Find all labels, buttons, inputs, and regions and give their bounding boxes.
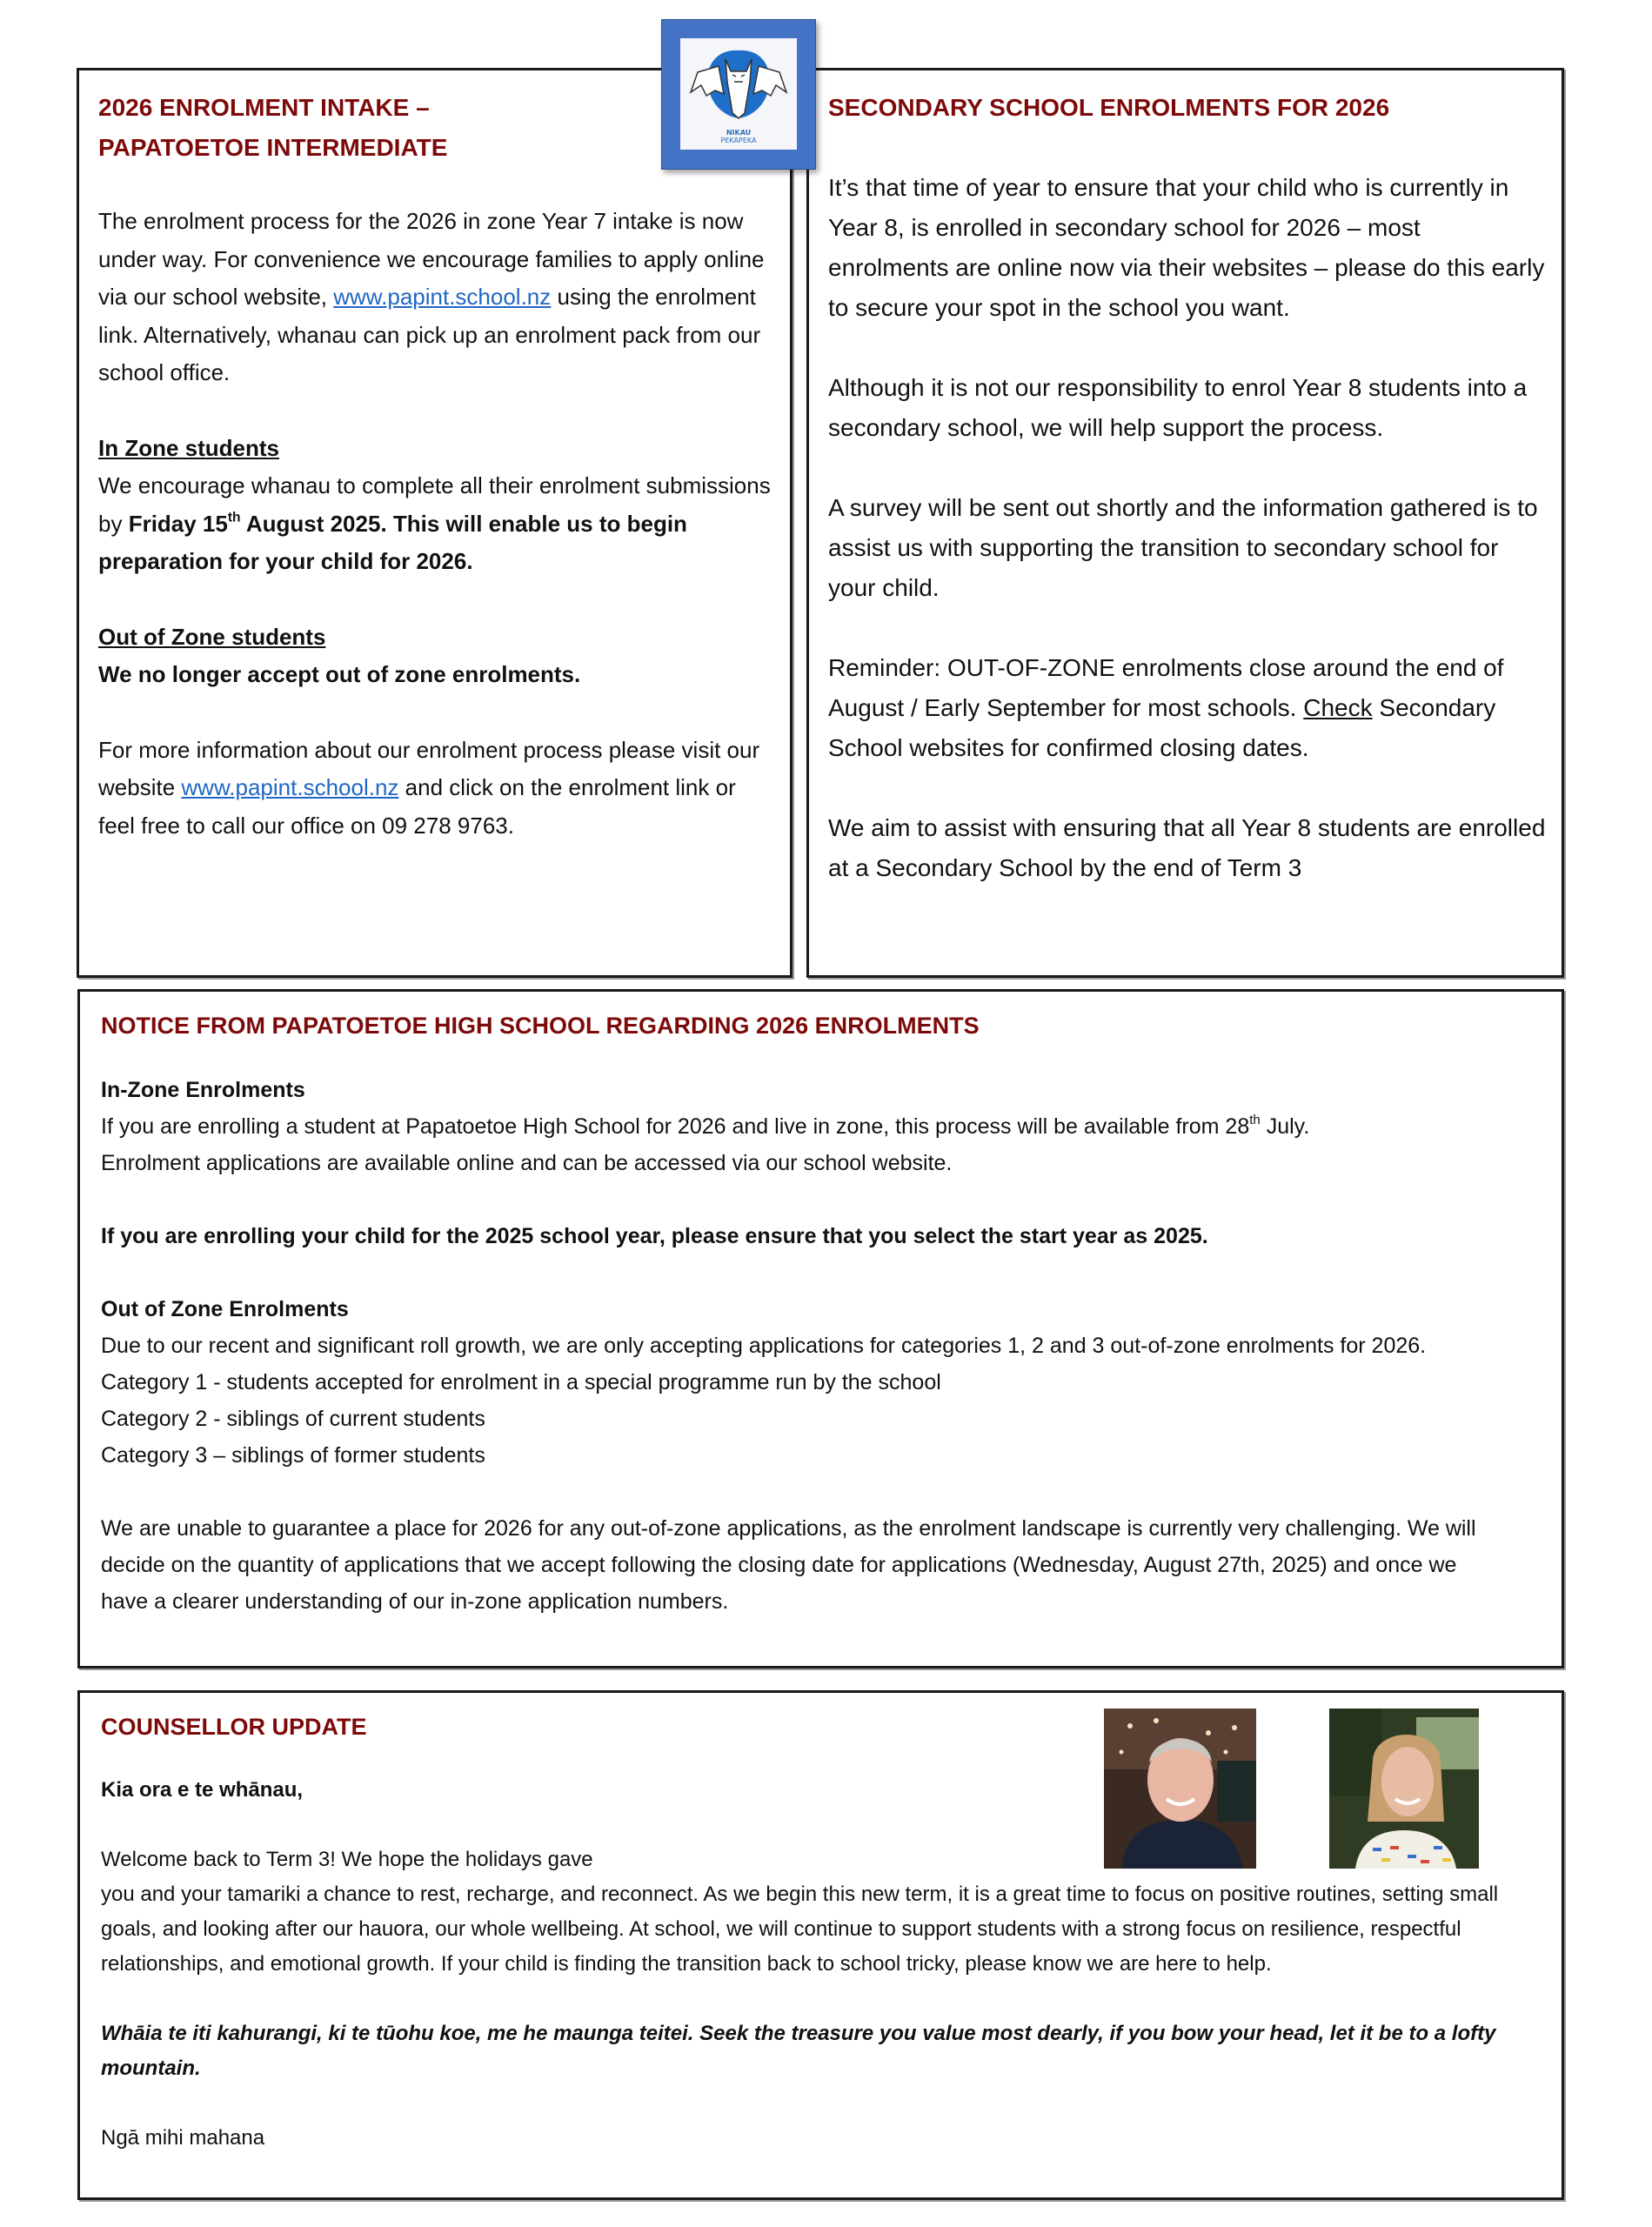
secondary-enrolments-panel bbox=[806, 68, 1564, 978]
website-link[interactable]: www.papint.school.nz bbox=[333, 284, 552, 310]
in-zone-heading: In Zone students bbox=[98, 434, 279, 461]
hs-in-zone-heading: In-Zone Enrolments bbox=[101, 1078, 305, 1102]
school-logo bbox=[661, 19, 816, 170]
website-link-2[interactable]: www.papint.school.nz bbox=[181, 774, 399, 800]
secondary-para3: A survey will be sent out shortly and the information gathered is to assist us with supporting the transition to secondary school for your child. bbox=[828, 494, 1538, 601]
hs-2025-note: If you are enrolling your child for the 2025 school year, please ensure that you select the start year as 2025. bbox=[101, 1224, 1208, 1248]
secondary-para4: Reminder: OUT-OF-ZONE enrolments close around the end of August / Early September for most schools. Check Secondary School websites for confirmed closing dates. bbox=[828, 654, 1504, 761]
logo-text bbox=[680, 129, 797, 144]
highschool-title: NOTICE FROM PAPATOETOE HIGH SCHOOL REGARDING 2026 ENROLMENTS bbox=[101, 1013, 980, 1039]
hs-category-2: Category 2 - siblings of current students bbox=[101, 1407, 485, 1431]
logo-line1: NIKAU bbox=[726, 129, 752, 137]
intake-title-line1: 2026 ENROLMENT INTAKE – bbox=[98, 94, 430, 121]
counsellor-welcome-line1: Welcome back to Term 3! We hope the holidays gave bbox=[101, 1848, 593, 1871]
hs-in-zone-line2: Enrolment applications are available online and can be accessed via our school website. bbox=[101, 1151, 953, 1175]
out-zone-heading: Out of Zone students bbox=[98, 623, 326, 650]
counsellor-signoff: Ngā mihi mahana bbox=[101, 2126, 265, 2150]
high-school-notice-panel bbox=[77, 989, 1564, 1669]
secondary-para2: Although it is not our responsibility to enrol Year 8 students into a secondary school, we will help support the process. bbox=[828, 374, 1528, 441]
logo-line2: PEKAPEKA bbox=[720, 137, 757, 144]
hs-closing-text: We are unable to guarantee a place for 2026 for any out-of-zone applications, as the enrolment landscape is currently very challenging. We will decide on the quantity of applications that we accept following the closing date for applications (Wednesday, August 27th, 2025) and once we have a clearer understanding of our in-zone application numbers. bbox=[101, 1516, 1476, 1614]
intake-title-line2: PAPATOETOE INTERMEDIATE bbox=[98, 134, 448, 161]
counsellor-update-panel bbox=[77, 1690, 1564, 2200]
enrolment-intake-panel bbox=[77, 68, 793, 978]
hs-category-3: Category 3 – siblings of former students bbox=[101, 1443, 485, 1468]
bat-mascot-icon bbox=[680, 42, 797, 129]
out-zone-text: We no longer accept out of zone enrolments. bbox=[98, 661, 581, 687]
logo-image bbox=[680, 38, 797, 150]
hs-out-zone-text: Due to our recent and significant roll growth, we are only accepting applications for categories 1, 2 and 3 out-of-zone enrolments for 2026. bbox=[101, 1334, 1427, 1358]
check-link[interactable]: Check bbox=[1303, 694, 1373, 721]
hs-in-zone-line1: If you are enrolling a student at Papatoetoe High School for 2026 and live in zone, this process will be available from 28th July. bbox=[101, 1112, 1310, 1139]
secondary-para5: We aim to assist with ensuring that all Year 8 students are enrolled at a Secondary School by the end of Term 3 bbox=[828, 814, 1546, 881]
counsellor-welcome-body: you and your tamariki a chance to rest, recharge, and reconnect. As we begin this new term, it is a great time to focus on positive routines, setting small goals, and looking after our hauora, our whole wellbeing. At school, we will continue to support students with a strong focus on resilience, respectful relationships, and emotional growth. If your child is finding the transition back to school tricky, please know we are here to help. bbox=[101, 1883, 1499, 1976]
secondary-title: SECONDARY SCHOOL ENROLMENTS FOR 2026 bbox=[828, 94, 1390, 121]
counsellor-greeting: Kia ora e te whānau, bbox=[101, 1778, 304, 1802]
intake-intro: The enrolment process for the 2026 in zone Year 7 intake is now under way. For convenience we encourage families to apply online via our school website, www.papint.school.nz using the enrolment link. Alternatively, whanau can pick up an enrolment pack from our school office. bbox=[98, 208, 765, 385]
in-zone-text: We encourage whanau to complete all their enrolment submissions by Friday 15th August 2025. This will enable us to begin preparation for your child for 2026. bbox=[98, 472, 771, 574]
counsellor-title: COUNSELLOR UPDATE bbox=[101, 1714, 367, 1740]
hs-category-1: Category 1 - students accepted for enrolment in a special programme run by the school bbox=[101, 1370, 941, 1394]
counsellor-proverb: Whāia te iti kahurangi, ki te tūohu koe, me he maunga teitei. Seek the treasure you value most dearly, if you bow your head, let it be to a lofty mountain. bbox=[101, 2022, 1496, 2080]
secondary-para1: It’s that time of year to ensure that your child who is currently in Year 8, is enrolled in secondary school for 2026 – most enrolments are online now via their websites – please do this early to secure your spot in the school you want. bbox=[828, 174, 1545, 321]
more-info-text: For more information about our enrolment process please visit our website www.papint.school.nz and click on the enrolment link or feel free to call our office on 09 278 9763. bbox=[98, 736, 760, 839]
hs-out-zone-heading: Out of Zone Enrolments bbox=[101, 1297, 349, 1321]
